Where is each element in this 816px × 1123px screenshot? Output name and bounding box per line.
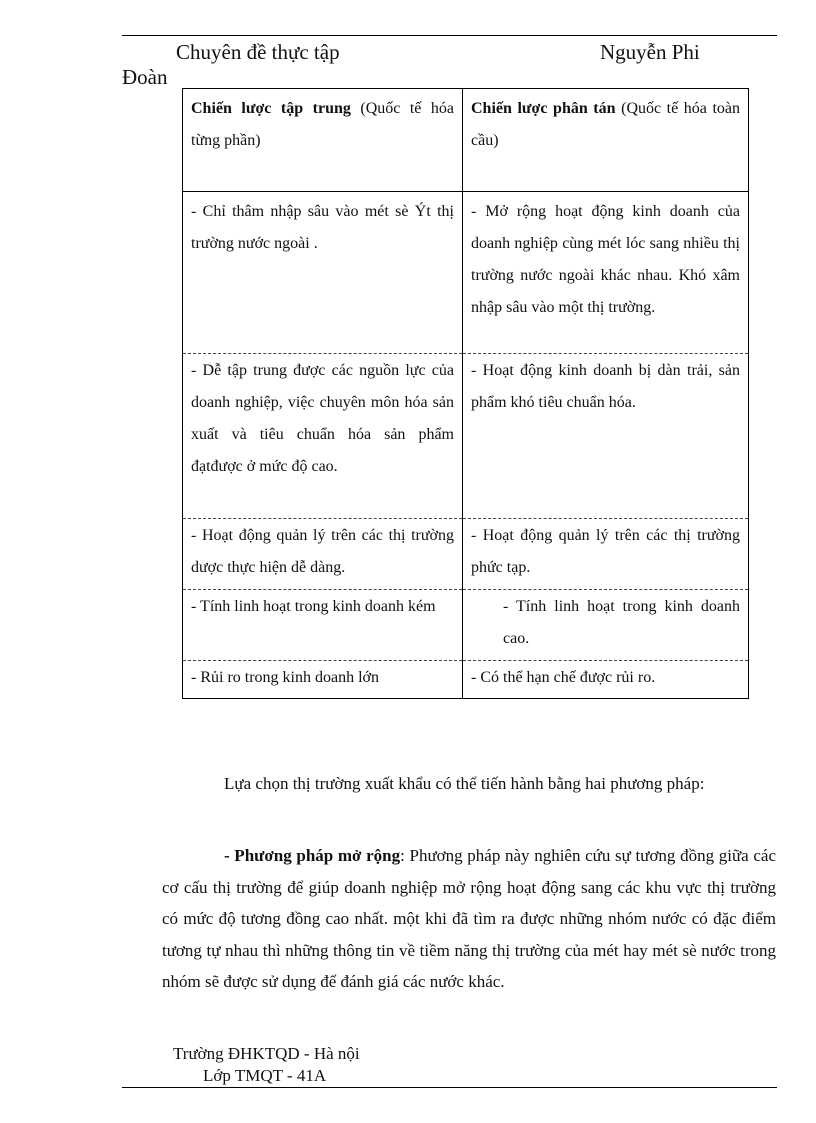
footer-school: Trường ĐHKTQD - Hà nội bbox=[173, 1044, 360, 1063]
paragraph-intro-text: Lựa chọn thị trường xuất khẩu có thể tiến hành bằng hai phương pháp: bbox=[224, 774, 705, 793]
table-cell: - Hoạt động quản lý trên các thị trường phức tạp. bbox=[463, 519, 749, 590]
header-strategy-note: (Quốc tế hóa từng phần) bbox=[191, 100, 454, 149]
header-author-first: Nguyễn Phi bbox=[600, 40, 700, 64]
header-author-last: Đoàn bbox=[122, 65, 168, 89]
table-header-cell bbox=[183, 89, 463, 192]
paragraph-method-text bbox=[162, 840, 776, 998]
table-row bbox=[183, 661, 749, 699]
method-title: - Phương pháp mở rộng bbox=[224, 846, 401, 865]
paragraph-intro bbox=[162, 768, 776, 800]
table-header-cell bbox=[463, 89, 749, 192]
header-title: Chuyên đề thực tập bbox=[176, 40, 340, 64]
paragraph-method bbox=[162, 840, 776, 998]
table-cell: - Có thể hạn chế được rủi ro. bbox=[463, 661, 749, 699]
header-strategy-name: Chiến lược tập trung bbox=[191, 100, 351, 117]
method-description: : Phương pháp này nghiên cứu sự tương đồng giữa các cơ cấu thị trường để giúp doanh nghiệp mở rộng hoạt động sang các khu vực thị trường có mức độ tương đồng cao nhất. một khi đã tìm ra được những nhóm nước có đặc điểm tương tự nhau thì những thông tin về tiềm năng thị trường của mét hay mét sè nước trong nhóm sẽ được sử dụng để đánh giá các nước khác. bbox=[162, 846, 777, 991]
table-cell: - Dễ tập trung được các nguồn lực của doanh nghiệp, việc chuyên môn hóa sản xuất và tiêu chuẩn hóa sản phẩm đạtđược ở mức độ cao. bbox=[183, 354, 463, 519]
table-cell: - Tính linh hoạt trong kinh doanh cao. bbox=[463, 590, 749, 661]
strategy-comparison-table bbox=[182, 88, 749, 699]
footer-rule bbox=[122, 1087, 777, 1088]
table-cell: - Tính linh hoạt trong kinh doanh kém bbox=[183, 590, 463, 661]
table-cell: - Chỉ thâm nhập sâu vào mét sè Ýt thị trường nước ngoài . bbox=[183, 192, 463, 354]
table-header-row bbox=[183, 89, 749, 192]
table-cell: - Hoạt động kinh doanh bị dàn trải, sản phẩm khó tiêu chuẩn hóa. bbox=[463, 354, 749, 519]
table-row bbox=[183, 519, 749, 590]
table-row bbox=[183, 192, 749, 354]
header-strategy-name: Chiến lược phân tán bbox=[471, 100, 616, 117]
header-rule bbox=[122, 35, 777, 36]
table-row bbox=[183, 354, 749, 519]
table-cell: - Mở rộng hoạt động kinh doanh của doanh nghiệp cùng mét lóc sang nhiều thị trường nước ngoài khác nhau. Khó xâm nhập sâu vào một thị trường. bbox=[463, 192, 749, 354]
table-cell: - Rủi ro trong kinh doanh lớn bbox=[183, 661, 463, 699]
table-cell: - Hoạt động quản lý trên các thị trường dược thực hiện dễ dàng. bbox=[183, 519, 463, 590]
footer-class: Lớp TMQT - 41A bbox=[203, 1066, 327, 1085]
table-row bbox=[183, 590, 749, 661]
header-strategy-note: (Quốc tế hóa toàn cầu) bbox=[471, 100, 741, 149]
